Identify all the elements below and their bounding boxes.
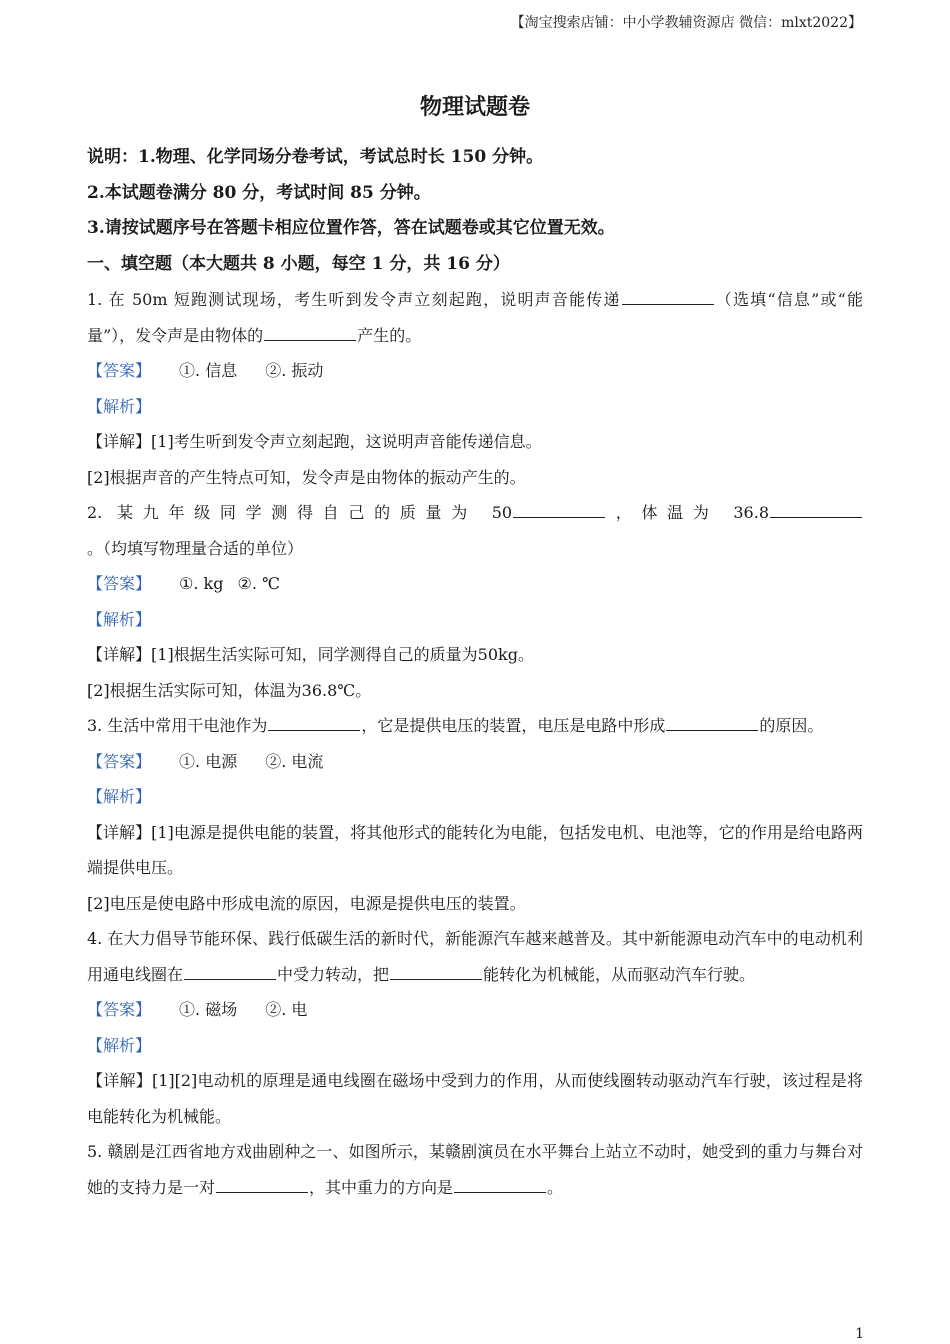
answer-blank [622,288,714,305]
analysis-label-1: 【解析】 [87,396,152,416]
answer-blank [268,714,360,731]
answer-line-3: 【答案】 ①. 电源 ②. 电流 [87,751,324,771]
header-note: 【淘宝搜索店铺：中小学教辅资源店 微信：mlxt2022】 [510,15,862,31]
question-2: 2. 某九年级同学测得自己的质量为 50 ，体温为 36.8。（均填写物理量合适的单位） [87,495,863,566]
page-number: 1 [855,1326,864,1342]
page-title: 物理试题卷 [419,94,530,120]
detail-3-1: 【详解】[1]电源是提供电能的装置，将其他形式的能转化为电能，包括发电机、电池等，它的作用是给电路两端提供电压。 [87,822,863,877]
answer-blank [216,1176,308,1193]
answer-line-1: 【答案】 ①. 信息 ②. 振动 [87,361,324,380]
answer-blank [513,501,605,518]
detail-2-1: 【详解】[1]根据生活实际可知，同学测得自己的质量为50kg。 [87,645,534,664]
answer-blank [770,501,862,518]
answer-blank [454,1176,546,1193]
question-4: 4. 在大力倡导节能环保、践行低碳生活的新时代，新能源汽车越来越普及。其中新能源电动汽车中的电动机利用通电线圈在 中受力转动，把 能转化为机械能，从而驱动汽车行驶。 [87,929,863,984]
answer-line-4: 【答案】 ①. 磁场 ②. 电 [87,1000,308,1019]
note-2: 2.本试题卷满分 80 分，考试时间 85 分钟。 [87,182,431,203]
analysis-label-3: 【解析】 [87,787,152,806]
answer-blank [184,963,276,980]
detail-4-1: 【详解】[1][2]电动机的原理是通电线圈在磁场中受到力的作用，从而使线圈转动驱动汽车行驶，该过程是将电能转化为机械能。 [87,1071,863,1126]
section-title: 一、填空题（本大题共 8 小题，每空 1 分，共 16 分） [87,253,510,274]
detail-1-2: [2]根据声音的产生特点可知，发令声是由物体的振动产生的。 [87,467,526,487]
note-1: 说明：1.物理、化学同场分卷考试，考试总时长 150 分钟。 [87,147,544,167]
question-5: 5. 赣剧是江西省地方戏曲剧种之一、如图所示，某赣剧演员在水平舞台上站立不动时，她受到的重力与舞台对她的支持力是一对 ，其中重力的方向是 。 [87,1142,863,1197]
document-body [87,140,863,1205]
analysis-label-2: 【解析】 [87,609,152,629]
detail-2-2: [2]根据生活实际可知，体温为36.8℃。 [87,680,372,700]
detail-1-1: 【详解】[1]考生听到发令声立刻起跑，这说明声音能传递信息。 [87,432,542,451]
answer-blank [264,324,356,341]
question-1: 1. 在 50m 短跑测试现场，考生听到发令声立刻起跑，说明声音能传递 （选填“信息”或“能量”），发令声是由物体的 产生的。 [87,290,863,345]
detail-3-2: [2]电压是使电路中形成电流的原因，电源是提供电压的装置。 [87,893,526,913]
analysis-label-4: 【解析】 [87,1035,152,1055]
answer-blank [390,963,482,980]
answer-blank [666,714,758,731]
question-3: 3. 生活中常用干电池作为 ，它是提供电压的装置，电压是电路中形成 的原因。 [87,716,824,735]
note-3: 3.请按试题序号在答题卡相应位置作答，答在试题卷或其它位置无效。 [87,218,615,238]
answer-line-2: 【答案】 ①. kg ②. ℃ [87,574,280,593]
